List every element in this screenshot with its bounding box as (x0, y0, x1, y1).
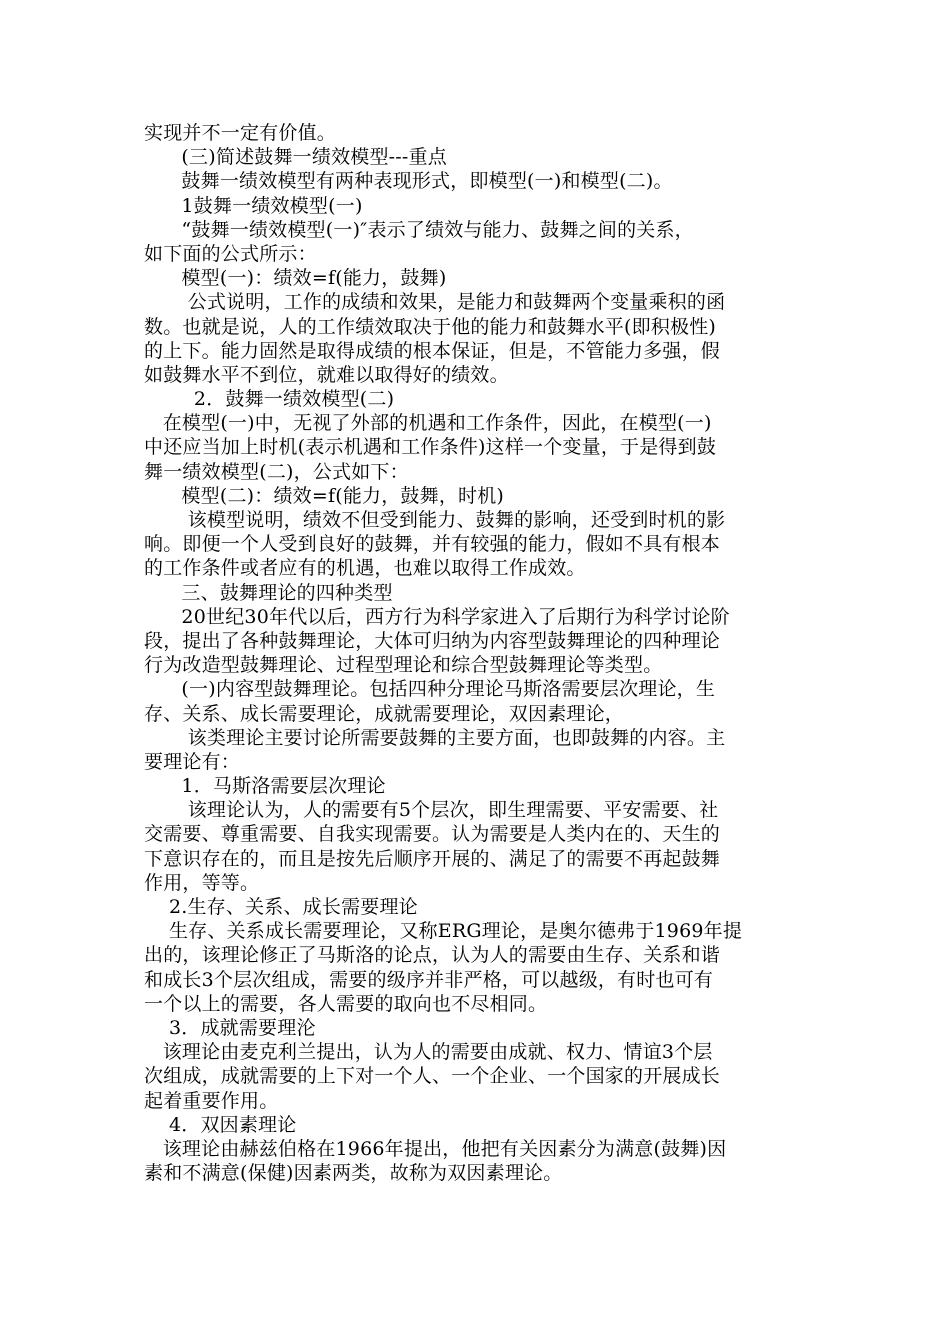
text-line: 下意识存在的，而且是按先后顺序开展的、满足了的需要不再起鼓舞 (144, 847, 721, 870)
text-line: 该模型说明，绩效不但受到能力、鼓舞的影响，还受到时机的影 (144, 509, 726, 531)
text-line: 要理论有： (144, 750, 241, 773)
text-line: 一个以上的需要，各人需要的取向也不尽相同。 (144, 992, 548, 1015)
section-heading: 三、鼓舞理论的四种类型 (144, 581, 393, 604)
text-line: (一)内容型鼓舞理论。包括四种分理论马斯洛需要层次理论，生 (144, 678, 716, 701)
text-line: 中还应当加上时机(表示机遇和工作条件)这样一个变量，于是得到鼓 (144, 436, 717, 459)
subsection-heading: 2.生存、关系、成长需要理论 (144, 896, 418, 918)
subsection-heading: 1鼓舞一绩效模型(一) (144, 194, 363, 217)
text-line: 次组成，成就需要的上下对一个人、一个企业、一个国家的开展成长 (144, 1065, 721, 1088)
text-line: 出的，该理论修正了马斯洛的论点，认为人的需要由生存、关系和谐 (144, 944, 721, 967)
text-line: 鼓舞一绩效模型有两种表现形式，即模型(一)和模型(二)。 (144, 170, 673, 193)
text-line: 生存、关系成长需要理论，又称ERG理论，是奥尔德弗于1969年提 (144, 920, 743, 943)
subsection-heading: 2．鼓舞一绩效模型(二) (144, 388, 395, 411)
text-line: 如鼓舞水平不到位，就难以取得好的绩效。 (144, 363, 509, 386)
subsection-heading: 3．成就需要理沦 (144, 1016, 316, 1039)
text-line: 和成长3个层次组成，需要的级序并非严格，可以越级，有时也可有 (144, 968, 714, 991)
text-line: 段，提出了各种鼓舞理论，大体可归纳为内容型鼓舞理论的四种理论 (144, 629, 721, 652)
document-page (144, 121, 810, 1185)
text-line: 行为改造型鼓舞理论、过程型理论和综合型鼓舞理论等类型。 (144, 654, 663, 677)
text-line: 素和不满意(保健)因素两类，故称为双因素理论。 (144, 1162, 563, 1185)
text-line: “鼓舞一绩效模型(一)″表示了绩效与能力、鼓舞之间的关系， (144, 218, 694, 241)
formula-line: 模型(二)：绩效=f(能力，鼓舞，时机) (144, 484, 505, 507)
formula-line: 模型(一)：绩效=f(能力，鼓舞) (144, 267, 447, 290)
section-heading: (三)简述鼓舞一绩效模型---重点 (144, 146, 447, 169)
text-line: 实现并不一定有价值。 (144, 122, 337, 144)
text-line: 交需要、尊重需要、自我实现需要。认为需要是人类内在的、天生的 (144, 823, 721, 846)
text-line: 存、关系、成长需要理论，成就需要理论，双因素理论， (144, 702, 625, 725)
text-line: 该理论由麦克利兰提出，认为人的需要由成就、权力、情谊3个层 (144, 1041, 713, 1064)
text-line: 在模型(一)中，无视了外部的机遇和工作条件，因此，在模型(一) (144, 412, 712, 435)
text-line: 的上下。能力固然是取得成绩的根本保证，但是，不管能力多强，假 (144, 339, 721, 362)
text-line: 的工作条件或者应有的机遇，也难以取得工作成效。 (144, 557, 586, 580)
text-line: 数。也就是说，人的工作绩效取决于他的能力和鼓舞水平(即积极性) (144, 315, 717, 338)
text-line: 20世纪30年代以后，西方行为科学家进入了后期行为科学讨论阶 (144, 605, 730, 628)
text-line: 响。即便一个人受到良好的鼓舞，并有较强的能力，假如不具有根本 (144, 533, 721, 556)
text-line: 该理论认为，人的需要有5个层次，即生理需要、平安需要、社 (144, 799, 719, 822)
subsection-heading: 4．双因素理论 (144, 1113, 297, 1136)
text-line: 起着重要作用。 (144, 1089, 279, 1112)
text-line: 舞一绩效模型(二)，公式如下： (144, 460, 409, 483)
text-line: 作用，等等。 (144, 871, 260, 894)
text-line: 该理论由赫兹伯格在1966年提出，他把有关因素分为满意(鼓舞)因 (144, 1137, 727, 1160)
subsection-heading: 1．马斯洛需要层次理论 (144, 775, 386, 798)
text-line: 该类理论主要讨论所需要鼓舞的主要方面，也即鼓舞的内容。主 (144, 726, 726, 749)
text-line: 如下面的公式所示： (144, 242, 317, 265)
text-line: 公式说明，工作的成绩和效果，是能力和鼓舞两个变量乘积的函 (144, 291, 726, 314)
